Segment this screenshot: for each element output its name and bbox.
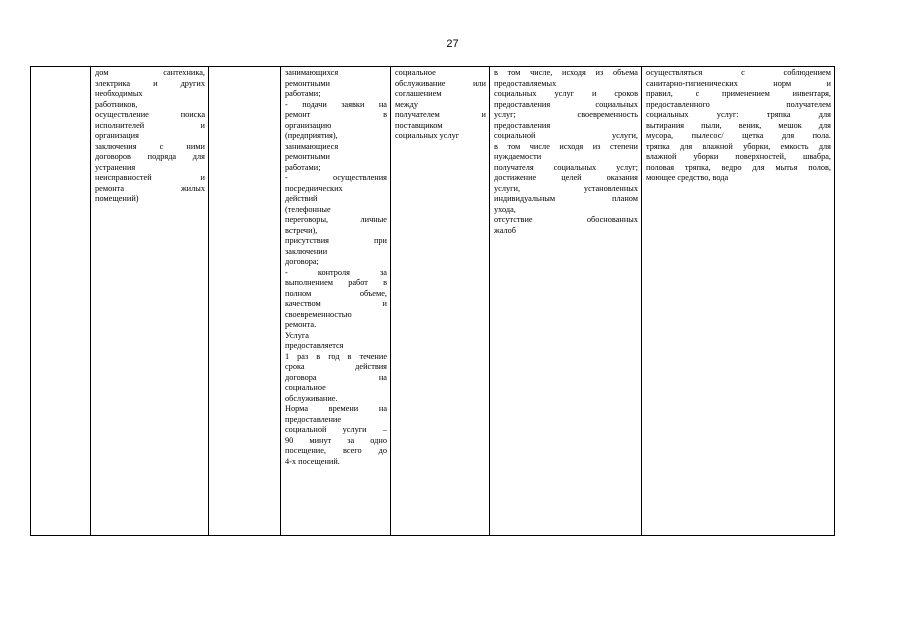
cell-text-line: социальное xyxy=(285,383,326,392)
cell-text-line: вытирания пыли, веник, мешок для xyxy=(646,120,831,130)
cell-text-line: 4-х посещений. xyxy=(285,456,340,466)
cell-text-line: дом сантехника, xyxy=(95,68,205,77)
cell-text-line: социальное xyxy=(395,68,436,77)
cell-text-line: предоставленного получателем xyxy=(646,99,831,109)
cell-text-line: своевременностью xyxy=(285,309,352,319)
cell-text-line: посещение, всего до xyxy=(285,446,387,455)
cell-text-line: услуги, установленных xyxy=(494,183,638,193)
cell-text-line: между xyxy=(395,99,419,109)
cell-text-line: заключения с ними xyxy=(95,141,205,151)
cell-text-line: социальных услуг и сроков xyxy=(494,89,638,98)
cell-service-description xyxy=(91,67,209,536)
cell-text-line: предоставления социальных xyxy=(494,99,638,109)
cell-text-line: Норма времени на xyxy=(285,404,387,413)
cell-service-content xyxy=(281,67,391,536)
cell-text-line: электрика и других xyxy=(95,78,205,88)
cell-text-line: (телефонные xyxy=(285,204,331,214)
cell-inventory-conditions xyxy=(642,67,835,536)
cell-text-line: 1 раз в год в течение xyxy=(285,351,387,361)
cell-text-line: присутствия при xyxy=(285,236,387,245)
cell-text-line: мусора, пылесос/ щетка для пола. xyxy=(646,131,831,140)
cell-text-line: осуществление поиска xyxy=(95,110,205,119)
cell-text-line: ремонт в xyxy=(285,110,387,119)
cell-text-line: в том числе, исходя из объема xyxy=(494,68,638,77)
cell-text-line: ремонтными xyxy=(285,152,331,161)
cell-text-line: занимающихся xyxy=(285,68,339,77)
cell-text-line: ремонта жилых xyxy=(95,183,205,193)
cell-text-line: соглашением xyxy=(395,89,442,98)
cell-text-line: предоставляется xyxy=(285,341,344,350)
cell-quality-indicators xyxy=(490,67,642,536)
cell-text-line: получателем и xyxy=(395,110,486,119)
cell-empty xyxy=(209,67,281,536)
cell-text-line: срока действия xyxy=(285,362,387,371)
cell-text-line: предоставляемых xyxy=(494,78,557,88)
cell-text-line: устранения xyxy=(95,162,136,172)
cell-text-line: предоставления xyxy=(494,120,551,130)
cell-text-line: тряпка для влажной уборки, емкость для xyxy=(646,141,831,151)
cell-text-line: предоставление xyxy=(285,414,342,424)
cell-text-line: поставщиком xyxy=(395,120,443,130)
cell-number xyxy=(31,67,91,536)
services-table xyxy=(30,66,835,536)
cell-text-line: посреднических xyxy=(285,183,343,193)
cell-text-line: договора на xyxy=(285,372,387,382)
cell-text-line: организацию xyxy=(285,120,332,130)
cell-text-line: социальной услуги – xyxy=(285,425,387,434)
cell-text-line: встречи), xyxy=(285,225,318,235)
cell-text-line: нуждаемости xyxy=(494,152,542,161)
cell-text-line: обслуживание. xyxy=(285,393,338,403)
cell-text-line: (предприятия), xyxy=(285,131,338,140)
page-number: 27 xyxy=(446,38,459,50)
cell-text-line: влажной уборки поверхностей, швабра, xyxy=(646,152,831,161)
cell-text-line: моющее средство, вода xyxy=(646,173,729,182)
cell-text-line: работами; xyxy=(285,162,321,172)
cell-text-line: неисправностей и xyxy=(95,173,205,182)
cell-text-line: социальных услуг: тряпка для xyxy=(646,110,831,119)
cell-text-line: 90 минут за одно xyxy=(285,435,387,445)
cell-text-line: жалоб xyxy=(494,225,516,235)
cell-text-line: качеством и xyxy=(285,299,387,308)
cell-text-line: индивидуальным планом xyxy=(494,194,638,203)
cell-text-line: необходимых xyxy=(95,89,143,98)
cell-text-line: договоров подряда для xyxy=(95,152,205,161)
cell-text-line: санитарно-гигиенических норм и xyxy=(646,78,831,88)
cell-text-line: - подачи заявки на xyxy=(285,99,387,109)
cell-text-line: занимающиеся xyxy=(285,141,339,151)
cell-text-line: - осуществления xyxy=(285,173,387,182)
cell-text-line: ухода, xyxy=(494,204,516,214)
cell-text-line: обслуживание или xyxy=(395,78,486,88)
cell-text-line: ремонтными xyxy=(285,78,331,88)
cell-text-line: Услуга xyxy=(285,330,309,340)
cell-text-line: получателя социальных услуг; xyxy=(494,162,638,172)
cell-text-line: услуг; своевременность xyxy=(494,110,638,119)
cell-text-line: половая тряпка, ведро для мытья полов, xyxy=(646,162,831,172)
cell-text-line: заключении xyxy=(285,246,328,256)
cell-text-line: выполнением работ в xyxy=(285,278,387,287)
cell-conditions xyxy=(391,67,490,536)
cell-text-line: ремонта. xyxy=(285,320,317,329)
cell-text-line: переговоры, личные xyxy=(285,215,387,224)
cell-text-line: - контроля за xyxy=(285,267,387,277)
cell-text-line: отсутствие обоснованных xyxy=(494,215,638,224)
cell-text-line: социальных услуг xyxy=(395,131,460,140)
cell-text-line: работами; xyxy=(285,89,321,98)
cell-text-line: организация xyxy=(95,131,139,140)
cell-text-line: договора; xyxy=(285,257,319,266)
cell-text-line: помещений) xyxy=(95,194,139,203)
cell-text-line: осуществляться с соблюдением xyxy=(646,68,831,77)
table-row xyxy=(31,67,835,536)
cell-text-line: достижение целей оказания xyxy=(494,173,638,182)
cell-text-line: социальной услуги, xyxy=(494,131,638,140)
cell-text-line: полном объеме, xyxy=(285,288,387,298)
cell-text-line: исполнителей и xyxy=(95,120,205,130)
cell-text-line: правил, с применением инвентаря, xyxy=(646,89,831,98)
cell-text-line: в том числе исходя из степени xyxy=(494,141,638,151)
cell-text-line: действий xyxy=(285,194,318,203)
cell-text-line: работников, xyxy=(95,99,138,109)
